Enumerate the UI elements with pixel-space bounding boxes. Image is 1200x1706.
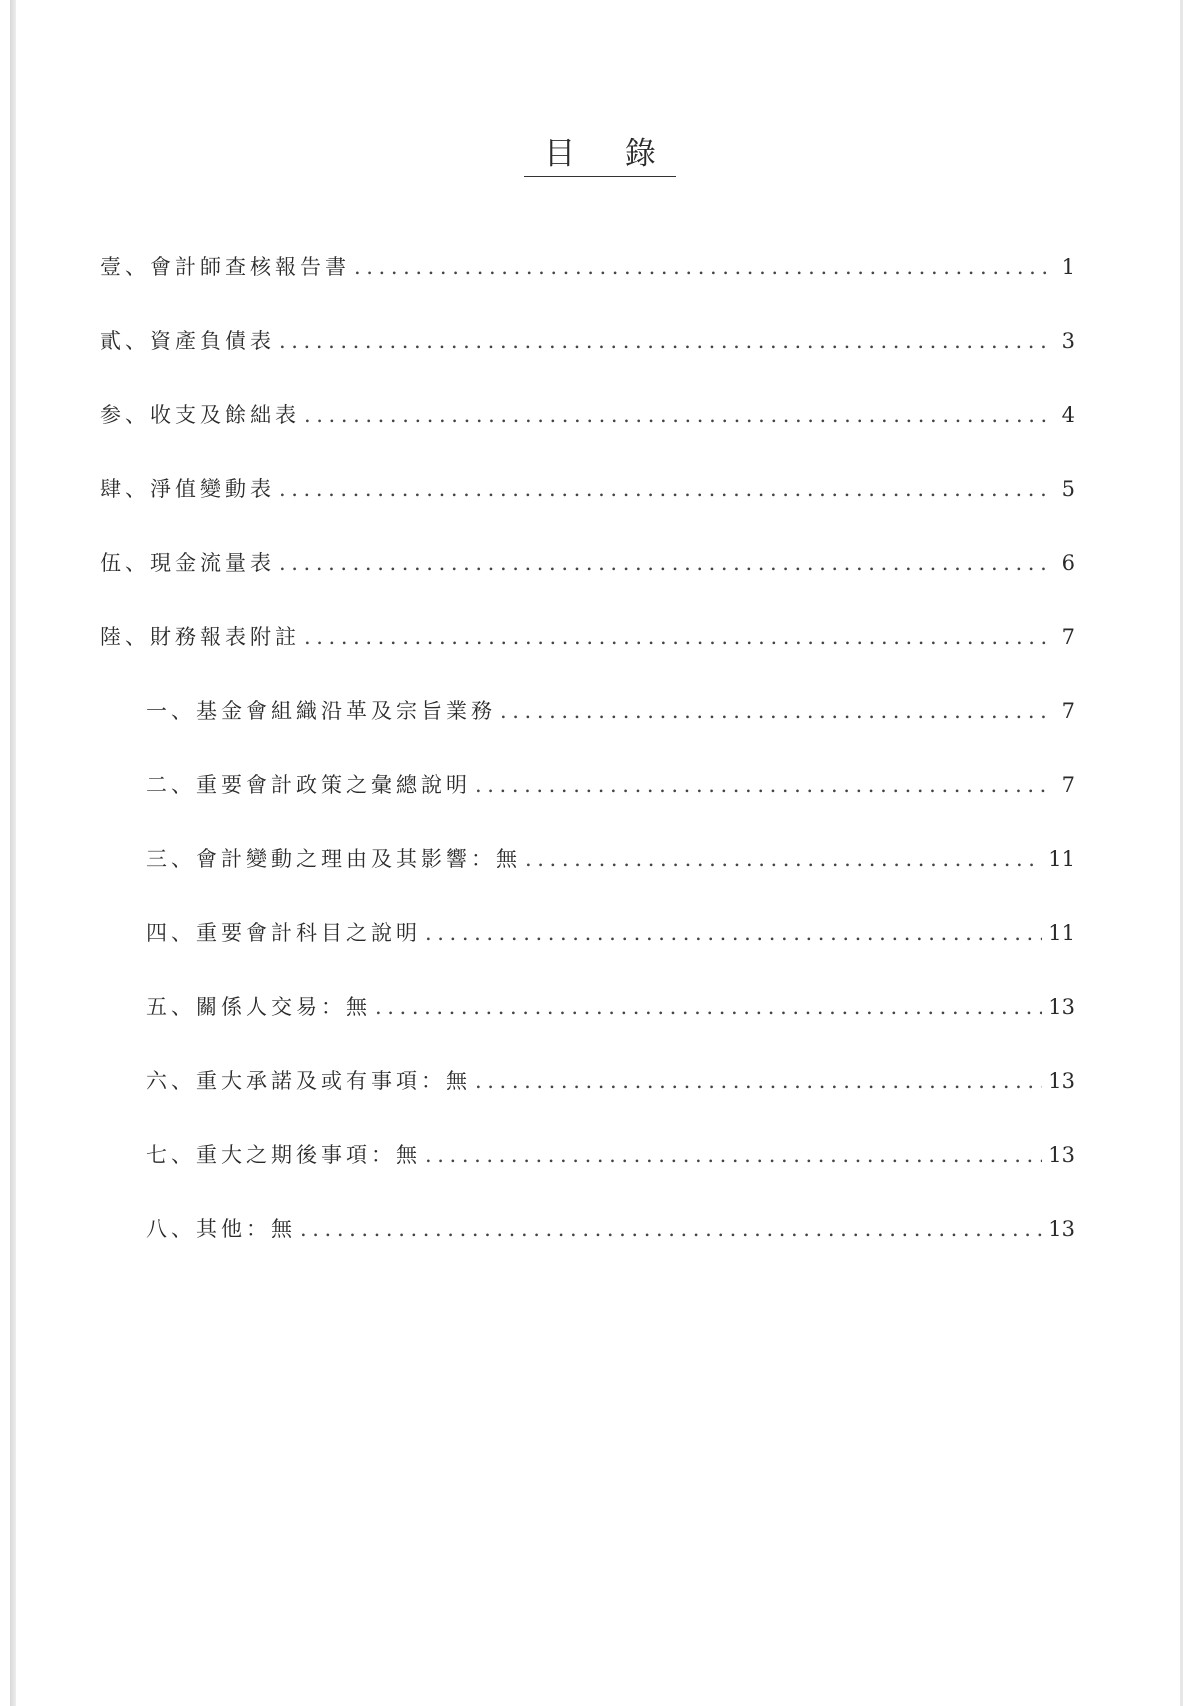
toc-dot-leader	[304, 398, 1049, 432]
scan-edge-right	[1180, 0, 1183, 1706]
toc-subentry[interactable]	[146, 1064, 1075, 1098]
toc-entry-label: 貳、資產負債表	[100, 329, 275, 353]
toc-entry-page: 11	[1048, 847, 1075, 871]
toc-entry[interactable]	[100, 546, 1075, 580]
toc-subentry[interactable]	[146, 694, 1075, 728]
toc-entry-page: 4	[1061, 403, 1075, 427]
toc-entry-page: 13	[1048, 995, 1075, 1019]
toc-entry-label: 伍、現金流量表	[100, 551, 275, 575]
toc-dot-leader	[375, 990, 1042, 1024]
toc-entry-page: 7	[1061, 699, 1075, 723]
toc-dot-leader	[279, 546, 1049, 580]
toc-subentry[interactable]	[146, 842, 1075, 876]
toc-dot-leader	[279, 472, 1049, 506]
scan-edge-left	[10, 0, 16, 1706]
toc-entry-label: 七、重大之期後事項：無	[146, 1143, 421, 1167]
toc-entry[interactable]	[100, 620, 1075, 654]
toc-entry-page: 13	[1048, 1217, 1075, 1241]
toc-dot-leader	[300, 1212, 1042, 1246]
toc-entry-label: 一、基金會組織沿革及宗旨業務	[146, 699, 496, 723]
toc-subentry[interactable]	[146, 916, 1075, 950]
toc-title	[0, 136, 1200, 177]
toc-dot-leader	[475, 768, 1049, 802]
toc-entry-page: 7	[1061, 773, 1075, 797]
toc-entry-label: 八、其他：無	[146, 1217, 296, 1241]
toc-entry-label: 五、關係人交易：無	[146, 995, 371, 1019]
toc-entry-label: 三、會計變動之理由及其影響：無	[146, 847, 521, 871]
toc-entry-label: 肆、淨值變動表	[100, 477, 275, 501]
toc-entry-label: 参、收支及餘絀表	[100, 403, 300, 427]
toc-dot-leader	[304, 620, 1049, 654]
toc-subentry[interactable]	[146, 1212, 1075, 1246]
toc-entry[interactable]	[100, 250, 1075, 284]
toc-entry-page: 5	[1061, 477, 1075, 501]
toc-entry[interactable]	[100, 472, 1075, 506]
toc-dot-leader	[525, 842, 1042, 876]
toc-subentry[interactable]	[146, 768, 1075, 802]
toc-entry[interactable]	[100, 324, 1075, 358]
toc-entry-label: 陸、財務報表附註	[100, 625, 300, 649]
toc-entry-page: 6	[1061, 551, 1075, 575]
toc-dot-leader	[500, 694, 1049, 728]
toc-entry-page: 7	[1061, 625, 1075, 649]
toc-dot-leader	[279, 324, 1049, 358]
toc-subentry[interactable]	[146, 1138, 1075, 1172]
toc-dot-leader	[425, 1138, 1042, 1172]
toc-entry-label: 壹、會計師查核報告書	[100, 255, 350, 279]
toc-entry-label: 六、重大承諾及或有事項：無	[146, 1069, 471, 1093]
toc-entry-label: 二、重要會計政策之彙總說明	[146, 773, 471, 797]
toc-title-text: 目 錄	[524, 136, 676, 177]
toc-entry[interactable]	[100, 398, 1075, 432]
toc-subentry[interactable]	[146, 990, 1075, 1024]
toc-entry-page: 13	[1048, 1069, 1075, 1093]
toc-entry-label: 四、重要會計科目之說明	[146, 921, 421, 945]
toc-entry-page: 3	[1061, 329, 1075, 353]
toc-dot-leader	[354, 250, 1049, 284]
toc-entry-page: 13	[1048, 1143, 1075, 1167]
toc-entry-page: 11	[1048, 921, 1075, 945]
toc-entry-page: 1	[1061, 255, 1075, 279]
toc-dot-leader	[475, 1064, 1042, 1098]
toc-dot-leader	[425, 916, 1042, 950]
